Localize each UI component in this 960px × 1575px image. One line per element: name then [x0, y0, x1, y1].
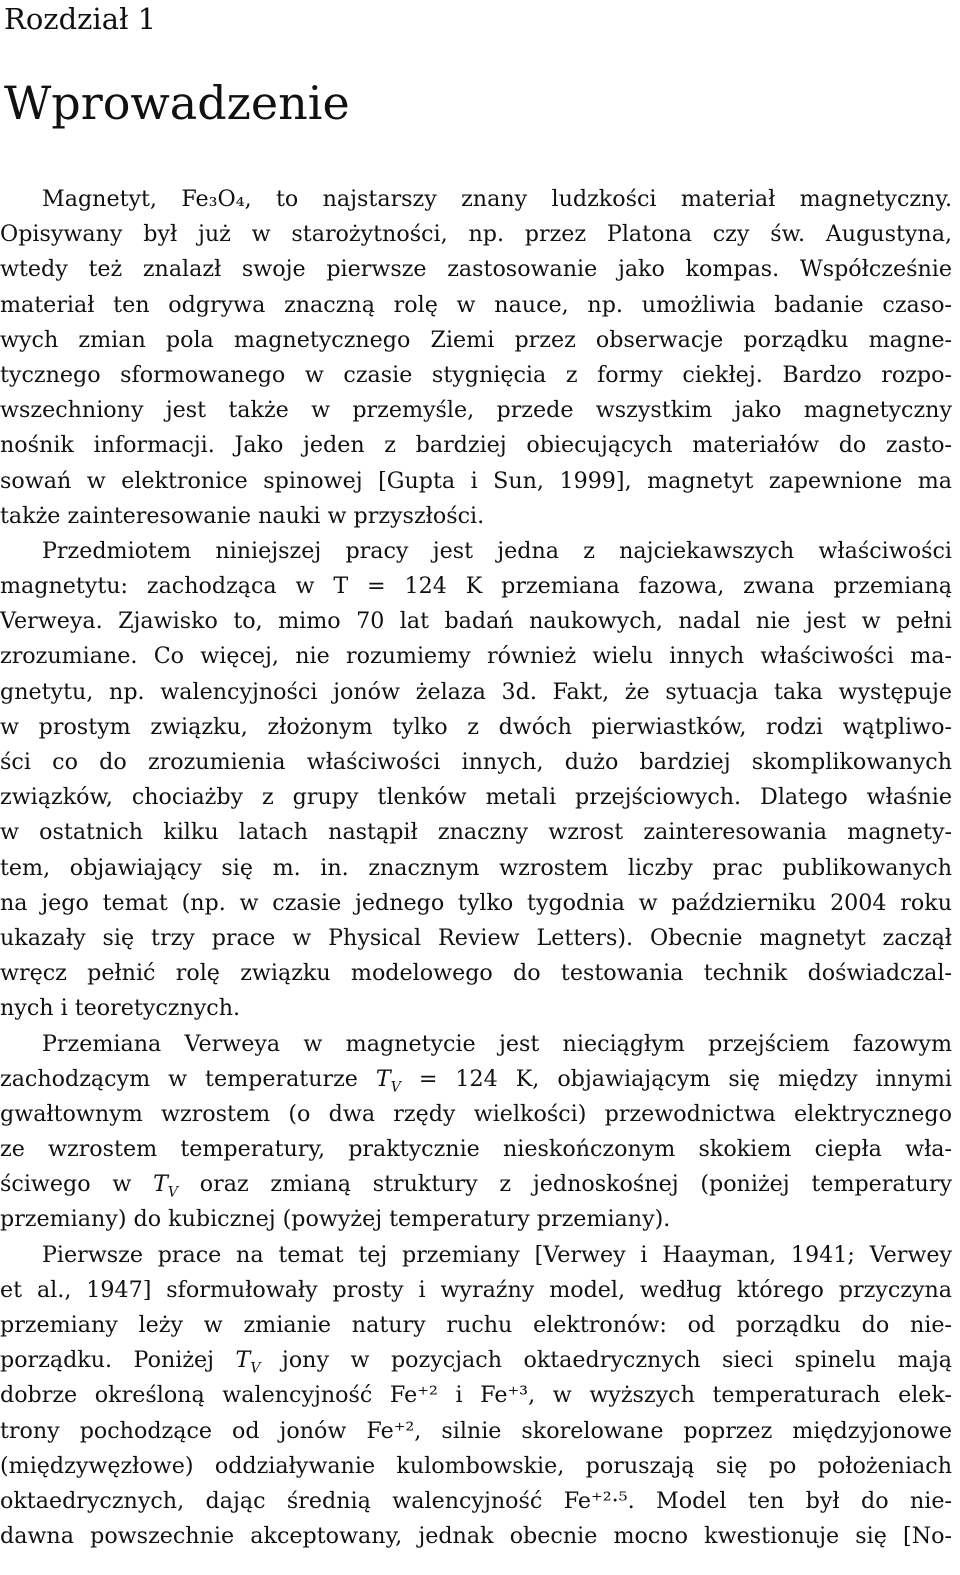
- text-line: wszechniony jest także w przemyśle, przede wszystkim jako magnetyczny: [0, 397, 952, 424]
- text-line: (międzywęzłowe) oddziaływanie kulombowskie, poruszają się po położeniach: [0, 1452, 952, 1479]
- text-line: w ostatnich kilku latach nastąpił znaczny wzrost zainteresowania magnety-: [0, 819, 952, 846]
- text-line: związków, chociażby z grupy tlenków metali przejściowych. Dlatego właśnie: [0, 784, 952, 811]
- text-line: ści co do zrozumienia właściwości innych, dużo bardziej skomplikowanych: [0, 749, 952, 775]
- text-line: et al., 1947] sformułowały prosty i wyraźny model, według którego przyczyna: [0, 1276, 952, 1303]
- text-line: oktaedrycznych, dając średnią walencyjność Fe⁺²·⁵. Model ten był do nie-: [0, 1487, 952, 1514]
- text-line: wych zmian pola magnetycznego Ziemi przez obserwacje porządku magne-: [0, 326, 952, 353]
- text-line: Opisywany był już w starożytności, np. przez Platona czy św. Augustyna,: [0, 221, 952, 248]
- text-line: gnetytu, np. walencyjności jonów żelaza 3d. Fakt, że sytuacja taka występuje: [0, 678, 952, 705]
- text-line: dawna powszechnie akceptowany, jednak obecnie mocno kwestionuje się [No-: [0, 1523, 952, 1550]
- text-line: ukazały się trzy prace w Physical Review Letters). Obecnie magnetyt zaczął: [0, 924, 952, 951]
- text-line: dobrze określoną walencyjność Fe⁺² i Fe⁺³, w wyższych temperaturach elek-: [0, 1382, 952, 1409]
- text-line: na jego temat (np. w czasie jednego tylko tygodnia w październiku 2004 roku: [0, 889, 952, 916]
- text-line: zrozumiane. Co więcej, nie rozumiemy również wielu innych właściwości ma-: [0, 643, 952, 670]
- text-line: ściwego w $T_V$ oraz zmianą struktury z jednoskośnej (poniżej temperatury: [0, 1171, 952, 1201]
- text-line: gwałtownym wzrostem (o dwa rzędy wielkości) przewodnictwa elektrycznego: [0, 1100, 952, 1127]
- text-line: Verweya. Zjawisko to, mimo 70 lat badań naukowych, nadal nie jest w pełni: [0, 608, 952, 635]
- chapter-title: Wprowadzenie: [4, 76, 350, 130]
- text-line: porządku. Poniżej $T_V$ jony w pozycjach oktaedrycznych sieci spinelu mają: [0, 1347, 952, 1377]
- text-line: zachodzącym w temperaturze $T_V = 124$ K, objawiającym się między innymi: [0, 1065, 952, 1096]
- text-line: tem, objawiający się m. in. znacznym wzrostem liczby prac publikowanych: [0, 854, 952, 881]
- chapter-body-text: [0, 182, 952, 1554]
- text-line: nośnik informacji. Jako jeden z bardziej obiecujących materiałów do zasto-: [0, 432, 952, 459]
- text-line: ze wzrostem temperatury, praktycznie nieskończonym skokiem ciepła wła-: [0, 1136, 952, 1163]
- text-line: przemiany leży w zmianie natury ruchu elektronów: od porządku do nie-: [0, 1312, 952, 1338]
- text-line: Magnetyt, Fe₃O₄, to najstarszy znany ludzkości materiał magnetyczny.: [42, 186, 952, 212]
- text-line: wtedy też znalazł swoje pierwsze zastosowanie jako kompas. Współcześnie: [0, 256, 952, 283]
- text-line: także zainteresowanie nauki w przyszłości.: [0, 502, 485, 529]
- text-line: Przedmiotem niniejszej pracy jest jedna z najciekawszych właściwości: [42, 537, 952, 564]
- text-line: magnetytu: zachodząca w T = 124 K przemiana fazowa, zwana przemianą: [0, 573, 952, 600]
- text-line: trony pochodzące od jonów Fe⁺², silnie skorelowane poprzez międzyjonowe: [0, 1417, 952, 1444]
- text-line: w prostym związku, złożonym tylko z dwóch pierwiastków, rodzi wątpliwo-: [0, 713, 952, 740]
- text-line: tycznego sformowanego w czasie stygnięcia z formy ciekłej. Bardzo rozpo-: [0, 361, 952, 388]
- text-line: przemiany) do kubicznej (powyżej temperatury przemiany).: [0, 1206, 671, 1233]
- text-line: sowań w elektronice spinowej [Gupta i Sun, 1999], magnetyt zapewnione ma: [0, 467, 952, 494]
- text-line: wręcz pełnić rolę związku modelowego do testowania technik doświadczal-: [0, 960, 952, 987]
- text-line: Przemiana Verweya w magnetycie jest nieciągłym przejściem fazowym: [42, 1030, 952, 1057]
- text-line: materiał ten odgrywa znaczną rolę w nauce, np. umożliwia badanie czaso-: [0, 291, 952, 318]
- chapter-label: Rozdział 1: [4, 2, 157, 36]
- text-line: Pierwsze prace na temat tej przemiany [Verwey i Haayman, 1941; Verwey: [42, 1241, 952, 1268]
- text-line: nych i teoretycznych.: [0, 995, 241, 1022]
